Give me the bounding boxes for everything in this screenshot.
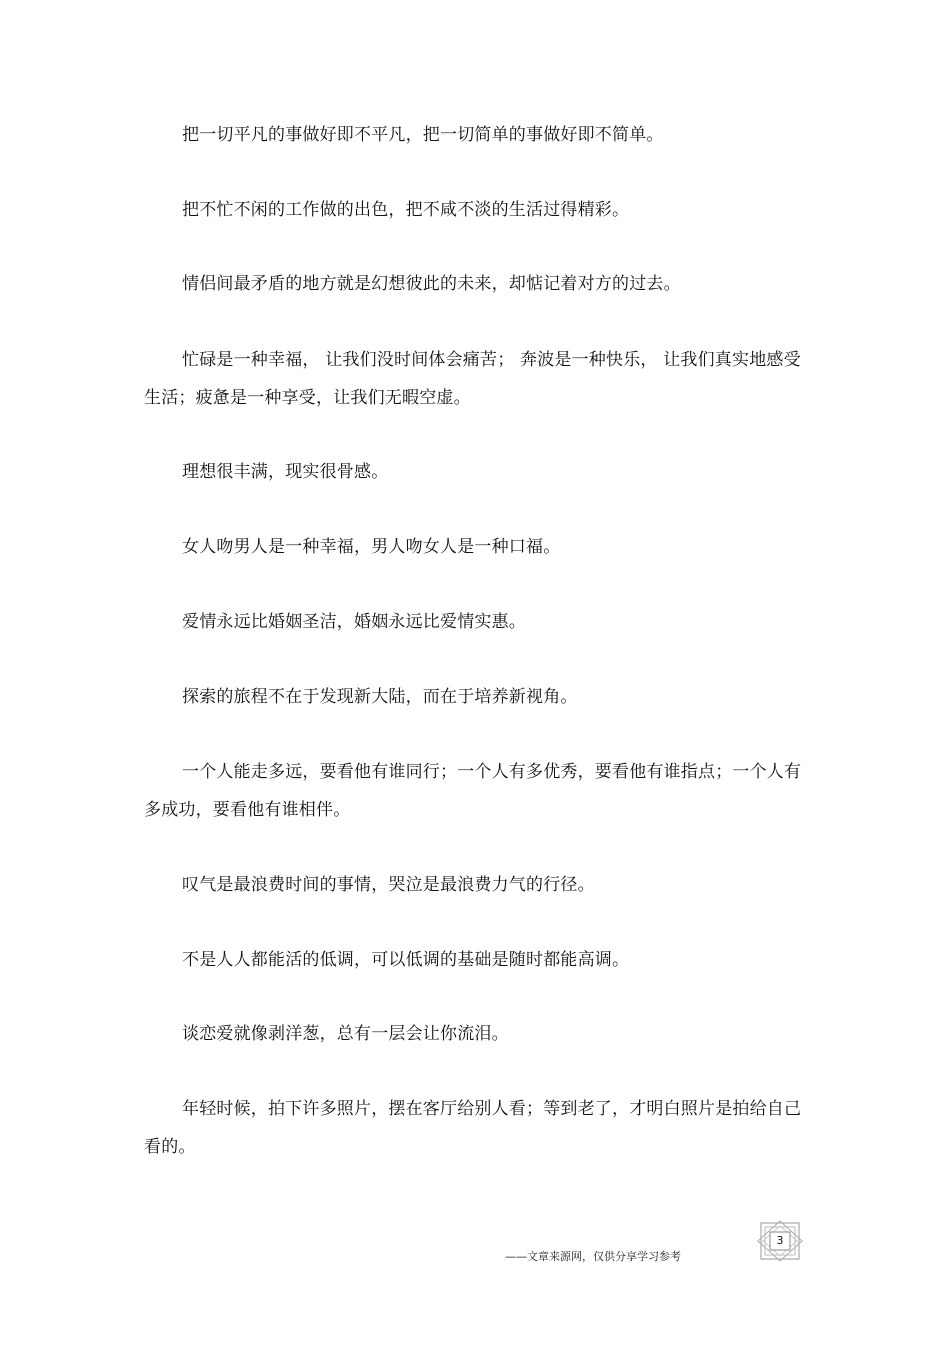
paragraph-10: 叹气是最浪费时间的事情，哭泣是最浪费力气的行径。 bbox=[182, 875, 595, 895]
page-number: 3 bbox=[776, 1234, 784, 1247]
paragraph-13: 年轻时候，拍下许多照片，摆在客厅给别人看；等到老了，才明白照片是拍给自己看的。 bbox=[144, 1099, 802, 1157]
paragraph-3: 情侣间最矛盾的地方就是幻想彼此的未来，却惦记着对方的过去。 bbox=[182, 274, 681, 294]
paragraph-4: 忙碌是一种幸福， 让我们没时间体会痛苦； 奔波是一种快乐， 让我们真实地感受生活；疲惫是一种享受，让我们无暇空虚。 bbox=[144, 350, 801, 408]
paragraph-6: 女人吻男人是一种幸福，男人吻女人是一种口福。 bbox=[182, 537, 561, 557]
footer-source-note: ——文章来源网，仅供分享学习参考 bbox=[505, 1250, 681, 1263]
paragraph-2: 把不忙不闲的工作做的出色，把不咸不淡的生活过得精彩。 bbox=[182, 200, 630, 220]
paragraph-12: 谈恋爱就像剥洋葱，总有一层会让你流泪。 bbox=[182, 1024, 509, 1044]
paragraph-8: 探索的旅程不在于发现新大陆，而在于培养新视角。 bbox=[182, 687, 578, 707]
page-number-badge bbox=[756, 1220, 804, 1262]
paragraph-9: 一个人能走多远，要看他有谁同行；一个人有多优秀，要看他有谁指点；一个人有多成功，要看他有谁相伴。 bbox=[144, 762, 802, 820]
paragraph-7: 爱情永远比婚姻圣洁，婚姻永远比爱情实惠。 bbox=[182, 612, 526, 632]
paragraph-11: 不是人人都能活的低调，可以低调的基础是随时都能高调。 bbox=[182, 950, 630, 970]
paragraph-5: 理想很丰满，现实很骨感。 bbox=[182, 462, 389, 482]
paragraph-1: 把一切平凡的事做好即不平凡，把一切简单的事做好即不简单。 bbox=[182, 125, 664, 145]
